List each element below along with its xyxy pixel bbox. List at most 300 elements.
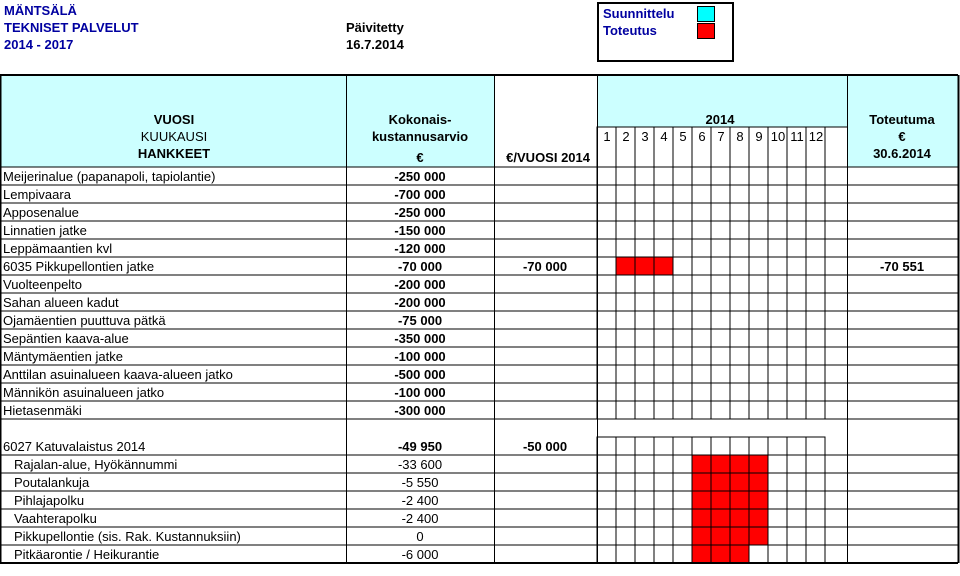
header-year-label: VUOSI [153,112,195,127]
project-total-cost: -75 000 [397,313,443,328]
month-cell [692,239,711,257]
month-header-2: 2 [622,129,630,144]
month-cell [806,257,825,275]
month-cell [654,239,673,257]
project-total-cost: -100 000 [394,349,446,364]
month-cell [692,203,711,221]
month-cell [673,509,692,527]
month-cell [768,365,787,383]
month-cell [806,293,825,311]
project-name: Pitkäarontie / Heikurantie [14,547,160,562]
month-cell [597,545,616,563]
project-total-cost: -100 000 [394,385,446,400]
project-name: Pikkupellontie (sis. Rak. Kustannuksiin) [14,529,241,544]
month-cell [673,275,692,293]
project-total-cost: -300 000 [394,403,446,418]
month-cell [787,293,806,311]
month-cell [654,185,673,203]
month-cell [597,401,616,419]
project-name: 6035 Pikkupellontien jatke [3,259,155,274]
month-cell [730,455,749,473]
plan-period: 2014 - 2017 [4,37,74,52]
month-cell [806,203,825,221]
header-actual-currency: € [898,129,906,144]
month-cell [749,545,768,563]
month-cell [635,437,654,455]
month-cell [616,347,635,365]
month-cell [768,185,787,203]
month-cell [730,545,749,563]
month-cell [654,545,673,563]
month-cell [787,203,806,221]
month-cell [749,311,768,329]
month-cell [673,401,692,419]
month-cell [673,203,692,221]
month-cell [749,239,768,257]
month-cell [597,455,616,473]
month-cell [616,545,635,563]
month-cell [654,203,673,221]
month-cell [749,437,768,455]
month-cell [597,257,616,275]
month-cell [654,509,673,527]
header-actual-label: Toteutuma [869,112,935,127]
month-cell [654,311,673,329]
month-cell [692,527,711,545]
header-projects-label: HANKKEET [137,146,211,161]
month-cell [654,275,673,293]
month-cell [749,383,768,401]
month-cell [673,311,692,329]
month-cell [635,455,654,473]
month-cell [673,347,692,365]
month-header-7: 7 [717,129,725,144]
month-cell [730,437,749,455]
month-cell [692,365,711,383]
project-total-cost: -70 000 [397,259,443,274]
month-cell [616,401,635,419]
project-total-cost: -2 400 [401,511,439,526]
project-total-cost: -33 600 [397,457,443,472]
month-cell [654,401,673,419]
month-cell [768,455,787,473]
project-name: Vuolteenpelto [3,277,83,292]
month-cell [787,545,806,563]
month-cell [768,527,787,545]
month-cell [749,203,768,221]
month-cell [616,221,635,239]
project-name: Apposenalue [3,205,79,220]
project-name: Rajalan-alue, Hyökännummi [14,457,178,472]
project-name: Hietasenmäki [3,403,82,418]
month-cell [768,257,787,275]
month-cell [749,347,768,365]
department-name: TEKNISET PALVELUT [4,20,139,35]
month-cell [654,221,673,239]
month-cell [711,365,730,383]
month-cell [711,455,730,473]
month-cell [749,527,768,545]
month-cell [692,401,711,419]
month-cell [654,455,673,473]
month-cell [616,185,635,203]
month-cell [768,509,787,527]
month-cell [749,221,768,239]
month-cell [806,311,825,329]
project-name: Linnatien jatke [3,223,87,238]
month-cell [654,491,673,509]
month-cell [730,383,749,401]
month-cell [806,365,825,383]
month-cell [749,293,768,311]
month-cell [711,221,730,239]
month-cell [787,455,806,473]
month-cell [730,257,749,275]
month-cell [711,311,730,329]
month-cell [806,329,825,347]
month-cell [730,347,749,365]
month-cell [806,509,825,527]
month-cell [616,311,635,329]
month-cell [768,491,787,509]
header-total-currency: € [416,150,424,165]
project-yearly-budget: -50 000 [522,439,568,454]
month-cell [749,365,768,383]
project-name: Meijerinalue (papanapoli, tapiolantie) [3,169,216,184]
month-cell [692,329,711,347]
month-cell [654,257,673,275]
month-cell [597,437,616,455]
month-cell [616,275,635,293]
month-cell [673,545,692,563]
month-cell [616,203,635,221]
project-name: Sahan alueen kadut [3,295,119,310]
month-cell [635,473,654,491]
month-cell [692,509,711,527]
month-cell [597,347,616,365]
month-cell [711,185,730,203]
month-cell [635,167,654,185]
month-cell [749,185,768,203]
month-cell [711,383,730,401]
month-cell [768,347,787,365]
month-cell [787,437,806,455]
month-cell [635,275,654,293]
month-cell [597,221,616,239]
month-cell [635,365,654,383]
month-cell [616,383,635,401]
month-cell [692,491,711,509]
month-cell [673,527,692,545]
month-cell [787,275,806,293]
month-cell [616,365,635,383]
month-cell [749,473,768,491]
project-name: 6027 Katuvalaistus 2014 [3,439,146,454]
month-cell [654,437,673,455]
month-cell [711,527,730,545]
month-cell [673,329,692,347]
month-cell [654,527,673,545]
project-total-cost: -250 000 [394,169,446,184]
project-yearly-budget: -70 000 [522,259,568,274]
month-cell [711,167,730,185]
month-cell [768,437,787,455]
month-cell [654,329,673,347]
month-cell [730,401,749,419]
month-cell [616,437,635,455]
month-cell [711,203,730,221]
month-cell [635,491,654,509]
month-cell [692,455,711,473]
month-cell [616,329,635,347]
legend-execution-label: Toteutus [603,23,657,38]
month-cell [768,221,787,239]
month-cell [654,473,673,491]
month-cell [597,527,616,545]
month-cell [673,239,692,257]
month-cell [768,239,787,257]
header-total-cost-label-2: kustannusarvio [371,129,469,144]
header-total-cost-label-1: Kokonais- [388,112,452,127]
month-header-6: 6 [698,129,706,144]
project-name: Leppämaantien kvl [3,241,113,256]
month-cell [597,293,616,311]
month-cell [787,329,806,347]
month-cell [635,239,654,257]
month-header-3: 3 [641,129,649,144]
month-cell [730,473,749,491]
month-cell [730,365,749,383]
month-cell [711,257,730,275]
month-cell [787,257,806,275]
project-total-cost: -350 000 [394,331,446,346]
month-cell [692,311,711,329]
project-total-cost: -5 550 [401,475,439,490]
month-cell [749,257,768,275]
project-total-cost: -150 000 [394,223,446,238]
month-cell [616,293,635,311]
project-name: Anttilan asuinalueen kaava-alueen jatko [3,367,233,382]
month-cell [616,509,635,527]
month-cell [692,167,711,185]
month-cell [768,311,787,329]
project-name: Vaahterapolku [14,511,97,526]
month-cell [692,437,711,455]
month-header-12: 12 [808,129,824,144]
month-header-8: 8 [736,129,744,144]
month-header-1: 1 [603,129,611,144]
month-cell [806,275,825,293]
month-cell [749,491,768,509]
month-cell [692,275,711,293]
header-plan-year: 2014 [705,112,735,127]
month-cell [692,257,711,275]
project-actual-spend: -70 551 [879,259,925,274]
month-cell [635,257,654,275]
month-cell [635,545,654,563]
month-header-9: 9 [755,129,763,144]
month-cell [806,383,825,401]
month-cell [787,239,806,257]
month-cell [692,545,711,563]
header-yearly-budget-label: €/VUOSI 2014 [506,150,590,165]
month-cell [768,473,787,491]
month-cell [749,401,768,419]
month-cell [806,491,825,509]
month-cell [616,455,635,473]
month-cell [711,329,730,347]
month-cell [711,437,730,455]
month-cell [635,509,654,527]
month-cell [806,185,825,203]
project-name: Poutalankuja [14,475,90,490]
month-cell [806,473,825,491]
month-cell [597,203,616,221]
month-cell [749,455,768,473]
month-cell [616,527,635,545]
month-cell [711,401,730,419]
month-cell [730,239,749,257]
month-cell [654,347,673,365]
month-cell [711,347,730,365]
month-cell [711,275,730,293]
month-cell [749,329,768,347]
month-cell [768,401,787,419]
project-name: Mäntymäentien jatke [3,349,123,364]
month-cell [635,185,654,203]
month-cell [806,437,825,455]
month-cell [768,203,787,221]
month-cell [616,473,635,491]
month-cell [730,527,749,545]
month-cell [711,491,730,509]
project-total-cost: -200 000 [394,295,446,310]
month-cell [692,473,711,491]
project-name: Pihlajapolku [14,493,85,508]
month-cell [787,365,806,383]
month-cell [768,383,787,401]
project-total-cost: -500 000 [394,367,446,382]
header-month-label: KUUKAUSI [140,129,208,144]
month-cell [597,383,616,401]
month-cell [730,329,749,347]
month-cell [749,509,768,527]
month-cell [806,167,825,185]
month-cell [597,365,616,383]
month-cell [787,347,806,365]
month-cell [730,311,749,329]
month-cell [787,473,806,491]
month-cell [597,491,616,509]
month-cell [597,275,616,293]
month-cell [806,545,825,563]
month-cell [768,167,787,185]
month-cell [673,383,692,401]
month-cell [635,329,654,347]
month-cell [635,293,654,311]
project-total-cost: -120 000 [394,241,446,256]
month-cell [787,185,806,203]
month-cell [673,167,692,185]
month-cell [654,167,673,185]
month-cell [692,347,711,365]
month-cell [711,473,730,491]
month-cell [749,275,768,293]
month-cell [654,293,673,311]
month-cell [597,167,616,185]
updated-date: 16.7.2014 [346,37,404,52]
month-cell [730,221,749,239]
month-cell [673,365,692,383]
month-cell [806,239,825,257]
month-cell [597,473,616,491]
month-cell [787,383,806,401]
month-cell [787,401,806,419]
month-cell [806,527,825,545]
month-cell [768,545,787,563]
project-name: Lempivaara [3,187,71,202]
month-cell [673,257,692,275]
month-cell [673,185,692,203]
project-total-cost: 0 [416,529,424,544]
month-cell [597,239,616,257]
legend-planning-label: Suunnittelu [603,6,675,21]
month-cell [787,509,806,527]
month-cell [806,347,825,365]
month-cell [730,275,749,293]
project-total-cost: -49 950 [397,439,443,454]
month-cell [806,401,825,419]
month-cell [768,275,787,293]
month-cell [654,383,673,401]
month-cell [787,311,806,329]
month-cell [730,203,749,221]
month-cell [787,167,806,185]
updated-label: Päivitetty [346,20,404,35]
month-cell [711,293,730,311]
month-cell [616,167,635,185]
month-cell [730,167,749,185]
project-name: Sepäntien kaava-alue [3,331,129,346]
month-cell [692,383,711,401]
month-cell [673,473,692,491]
month-cell [635,347,654,365]
month-cell [597,311,616,329]
project-name: Männikön asuinalueen jatko [3,385,165,400]
month-cell [806,221,825,239]
month-cell [654,365,673,383]
month-cell [711,509,730,527]
month-cell [768,329,787,347]
project-total-cost: -250 000 [394,205,446,220]
month-cell [787,221,806,239]
month-cell [768,293,787,311]
month-cell [673,221,692,239]
month-cell [730,491,749,509]
month-cell [730,185,749,203]
month-cell [635,203,654,221]
month-cell [616,239,635,257]
month-cell [673,437,692,455]
project-total-cost: -700 000 [394,187,446,202]
header-actual-date: 30.6.2014 [873,146,931,161]
month-cell [692,185,711,203]
month-header-10: 10 [770,129,786,144]
month-cell [616,491,635,509]
month-cell [673,455,692,473]
month-cell [635,221,654,239]
month-header-4: 4 [660,129,668,144]
